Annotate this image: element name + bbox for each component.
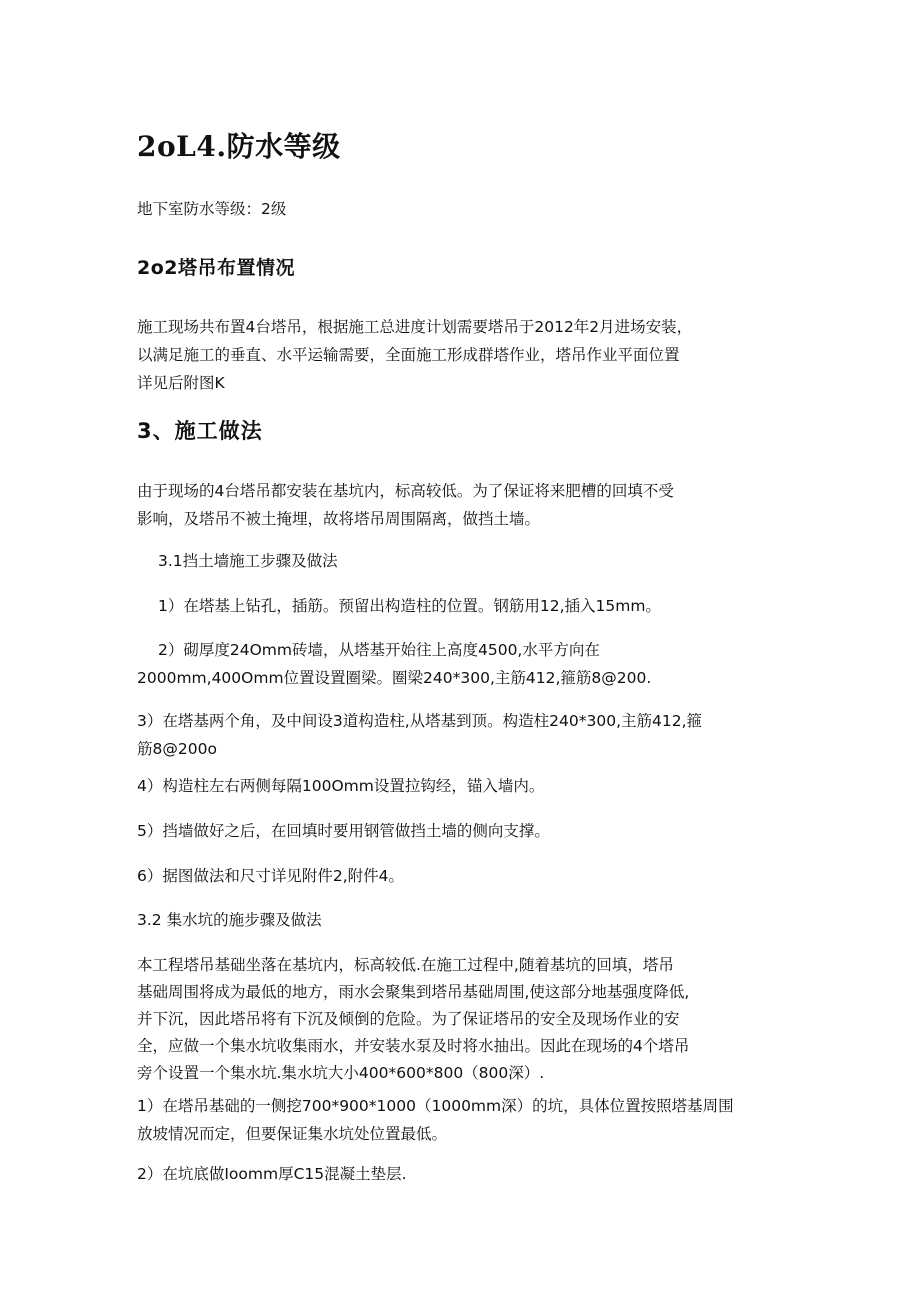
paragraph-line: 筋8@200o	[137, 740, 217, 758]
paragraph-line: 全，应做一个集水坑收集雨水，并安装水泵及时将水抽出。因此在现场的4个塔吊	[137, 1037, 690, 1055]
paragraph-line: 影响，及塔吊不被土掩埋，故将塔吊周围隔离，做挡土墙。	[137, 510, 541, 528]
heading-construction-method: 3、施工做法	[137, 419, 263, 443]
step-3-1-4: 4）构造柱左右两侧每隔100Omm设置拉钩经，锚入墙内。	[137, 777, 545, 795]
method-paragraph	[137, 477, 792, 533]
step-3-1-6: 6）据图做法和尺寸详见附件2,附件4。	[137, 867, 405, 885]
paragraph-line: 施工现场共布置4台塔吊，根据施工总进度计划需要塔吊于2012年2月进场安装，	[137, 318, 693, 336]
section-3-2-title: 3.2 集水坑的施步骤及做法	[137, 911, 322, 929]
paragraph-line: 旁个设置一个集水坑.集水坑大小400*600*800（800深）.	[137, 1064, 545, 1082]
paragraph-line: 并下沉，因此塔吊将有下沉及倾倒的危险。为了保证塔吊的安全及现场作业的安	[137, 1010, 680, 1028]
step-3-2-2: 2）在坑底做Ioomm厚C15混凝土垫层.	[137, 1165, 407, 1183]
paragraph-line: 本工程塔吊基础坐落在基坑内，标高较低.在施工过程中,随着基坑的回填，塔吊	[137, 956, 674, 974]
paragraph-line: 3）在塔基两个角，及中间设3道构造柱,从塔基到顶。构造柱240*300,主筋412,箍	[137, 712, 703, 730]
waterproof-level-text: 地下室防水等级：2级	[137, 200, 287, 218]
tower-crane-paragraph	[137, 313, 792, 397]
step-3-2-1	[137, 1092, 792, 1148]
paragraph-line: 由于现场的4台塔吊都安装在基坑内，标高较低。为了保证将来肥槽的回填不受	[137, 482, 674, 500]
section-3-2-paragraph	[137, 952, 792, 1087]
paragraph-line: 详见后附图K	[137, 374, 225, 392]
heading-waterproof-level: 2oL4.防水等级	[137, 130, 341, 163]
paragraph-line: 基础周围将成为最低的地方，雨水会聚集到塔吊基础周围,使这部分地基强度降低,	[137, 983, 690, 1001]
step-3-1-5: 5）挡墙做好之后，在回填时要用钢管做挡土墙的侧向支撑。	[137, 822, 550, 840]
paragraph-line: 2000mm,400Omm位置设置圈梁。圈梁240*300,主筋412,箍筋8@200.	[137, 669, 652, 687]
paragraph-line: 以满足施工的垂直、水平运输需要，全面施工形成群塔作业，塔吊作业平面位置	[137, 346, 680, 364]
step-3-1-2	[137, 636, 792, 692]
section-3-1-title: 3.1挡土墙施工步骤及做法	[158, 552, 338, 570]
heading-tower-crane-layout: 2o2塔吊布置情况	[137, 257, 295, 279]
paragraph-line: 1）在塔吊基础的一侧挖700*900*1000（1000mm深）的坑，具体位置按照塔基周围	[137, 1097, 734, 1115]
paragraph-line: 2）砌厚度24Omm砖墙，从塔基开始往上高度4500,水平方向在	[158, 641, 600, 659]
paragraph-line: 放坡情况而定，但要保证集水坑处位置最低。	[137, 1125, 448, 1143]
step-3-1-3	[137, 707, 792, 763]
step-3-1-1: 1）在塔基上钻孔，插筋。预留出构造柱的位置。钢筋用12,插入15mm。	[158, 597, 661, 615]
